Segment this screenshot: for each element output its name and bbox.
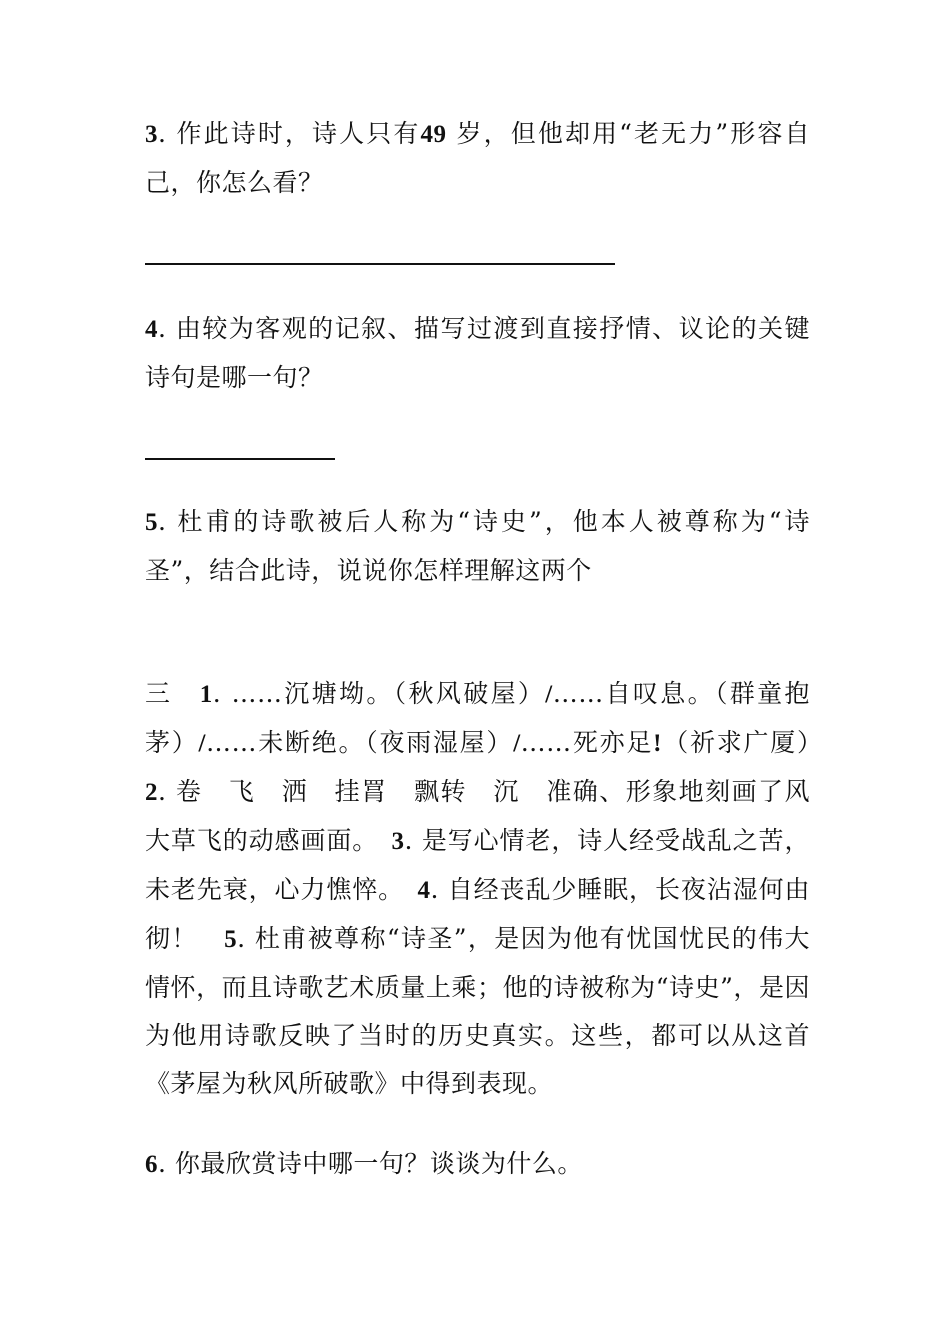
answer-text: . ……沉塘坳。（秋风破屋） — [212, 679, 546, 708]
question-6 — [145, 1140, 810, 1189]
question-number: 4 — [145, 316, 158, 343]
answer-line — [145, 263, 615, 265]
exclamation: ! — [653, 730, 662, 757]
answer-number: 4 — [417, 877, 431, 904]
question-text: . 由较为客观的记叙、描写过渡到直接抒情、议论的关键诗句是哪一句？ — [145, 314, 810, 392]
age-value: 49 — [420, 121, 447, 148]
answer-number: 5 — [224, 926, 238, 953]
question-number: 3 — [145, 121, 158, 148]
question-text: . 作此诗时，诗人只有 — [158, 119, 421, 148]
question-text: . 你最欣赏诗中哪一句？谈谈为什么。 — [158, 1149, 583, 1178]
answer-text: . 自经丧乱少睡眠，长夜沾湿何由彻！ — [145, 875, 810, 953]
question-text-cont: 岁，但他却用“老无力”形容自己，你怎么看？ — [145, 119, 810, 197]
slash: / — [513, 730, 521, 757]
slash: / — [198, 730, 206, 757]
answer-key — [145, 670, 810, 1108]
question-3 — [145, 110, 810, 207]
answer-text: ……未断绝。（夜雨湿屋） — [205, 728, 514, 757]
question-number: 5 — [145, 509, 158, 536]
answer-text: ……自叹息。（群童抱茅） — [145, 679, 810, 757]
answer-number: 3 — [391, 828, 405, 855]
answer-text: . 杜甫被尊称“诗圣”，是因为他有忧国忧民的伟大情怀，而且诗歌艺术质量上乘；他的诗被称为“诗史”，是因为他用诗歌反映了当时的历史真实。这些，都可以从这首《茅屋为秋风所破歌》中得到表现。 — [145, 924, 810, 1098]
question-5 — [145, 498, 810, 595]
question-text: . 杜甫的诗歌被后人称为“诗史”，他本人被尊称为“诗圣”，结合此诗，说说你怎样理解这两个 — [145, 507, 810, 585]
slash: / — [545, 681, 553, 708]
answer-line — [145, 458, 335, 460]
section-label: 三 — [145, 679, 173, 708]
answer-text: （祈求广厦） — [661, 728, 810, 757]
question-number: 6 — [145, 1151, 158, 1178]
answer-text: ……死亦足 — [520, 728, 654, 757]
question-4 — [145, 305, 810, 402]
answer-number: 2 — [145, 779, 158, 806]
answer-text: . 是写心情老，诗人经受战乱之苦，未老先衰，心力憔悴。 — [145, 826, 810, 904]
answer-number: 1 — [199, 681, 213, 708]
answer-text: . 卷 飞 洒 挂罥 飘转 沉 准确、形象地刻画了风大草飞的动感画面。 — [145, 777, 810, 855]
